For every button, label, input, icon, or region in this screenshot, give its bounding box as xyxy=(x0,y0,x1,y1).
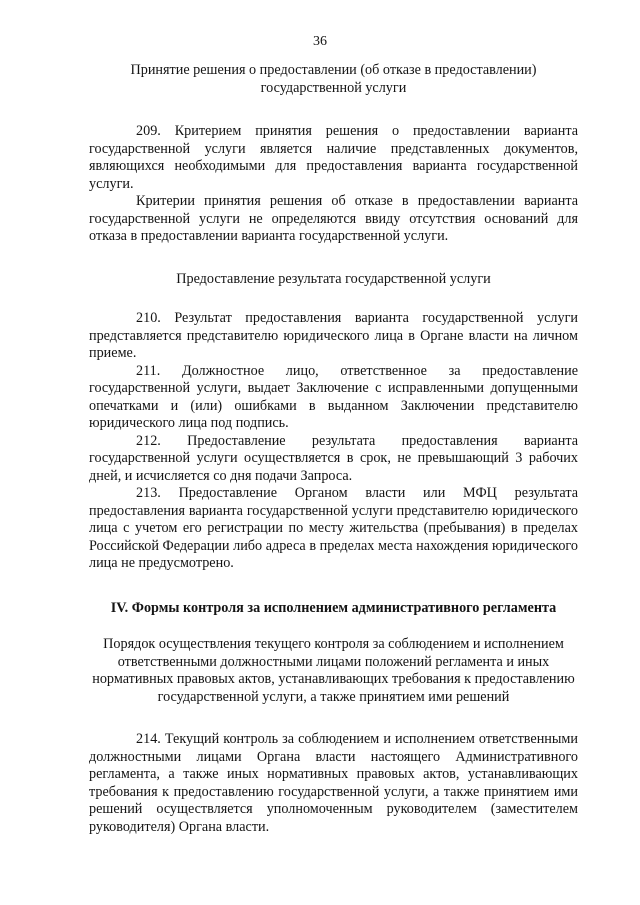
paragraph-212: 212. Предоставление результата предоставления варианта государственной услуги осуществляется в срок, не превышающий 3 рабочих дней, и исчисляется со дня подачи Запроса. xyxy=(89,432,578,484)
paragraph-214: 214. Текущий контроль за соблюдением и исполнением ответственными должностными лицами Органа власти настоящего Административного регламента, а также иных нормативных правовых актов, устанавливающих требования к предоставлению государственной услуги, а также принятием ими решений осуществляется уполномоченным руководителем (заместителем руководителя) Органа власти. xyxy=(89,731,578,835)
paragraph-213: 213. Предоставление Органом власти или МФЦ результата предоставления варианта государственной услуги представителю юридического лица с учетом его регистрации по месту жительства (пребывания) в пределах Российской Федерации либо адреса в пределах места нахождения юридического лица не предусмотрено. xyxy=(89,485,578,571)
paragraph-209: 209. Критерием принятия решения о предоставлении варианта государственной услуги является наличие представленных документов, являющихся необходимыми для предоставления варианта государственной услуги. xyxy=(89,123,578,192)
paragraph-211: 211. Должностное лицо, ответственное за предоставление государственной услуги, выдает Заключение с исправленными допущенными опечатками и (или) ошибками в выданном Заключении представителю юридического лица под подпись. xyxy=(89,362,578,431)
paragraph-209-refusal: Критерии принятия решения об отказе в предоставлении варианта государственной услуги не определяются ввиду отсутствия оснований для отказа в предоставлении варианта государственной услуги. xyxy=(89,193,578,244)
page-number: 36 xyxy=(313,34,327,49)
paragraph-210: 210. Результат предоставления варианта государственной услуги представляется представителю юридического лица в Органе власти на личном приеме. xyxy=(89,310,578,361)
heading-result: Предоставление результата государственной услуги xyxy=(176,270,491,287)
heading-procedure: Порядок осуществления текущего контроля за соблюдением и исполнением ответственными должностными лицами положений регламента и иных нормативных правовых актов, устанавливающих требования к предоставлению государственной услуги, а также принятием ими решений xyxy=(92,636,575,705)
heading-chapter-iv: IV. Формы контроля за исполнением административного регламента xyxy=(110,599,557,616)
heading-decision: Принятие решения о предоставлении (об отказе в предоставлении) государственной услуги xyxy=(130,62,537,96)
document-body xyxy=(89,62,578,836)
